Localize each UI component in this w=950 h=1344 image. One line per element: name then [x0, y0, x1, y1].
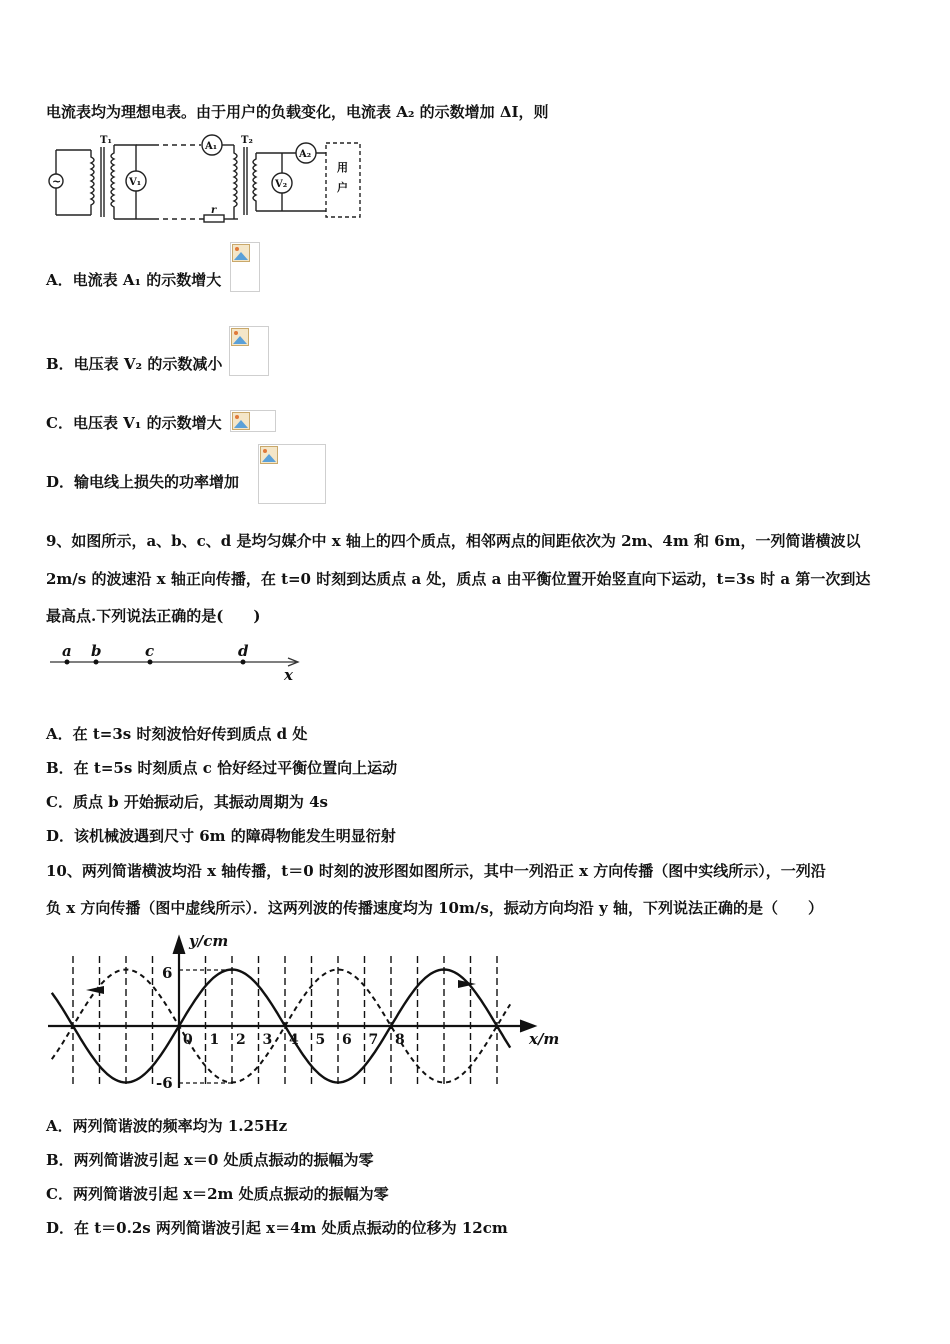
user-label-2: 户 [337, 181, 348, 194]
v2-label: V₂ [275, 179, 288, 190]
broken-image-placeholder [230, 242, 260, 292]
q9-option-c: C．质点 b 开始振动后，其振动周期为 4s [46, 793, 328, 811]
q10-option-a: A．两列简谐波的频率均为 1.25Hz [46, 1117, 288, 1135]
q9-stem-line-2: 2m/s 的波速沿 x 轴正向传播，在 t=0 时刻到达质点 a 处，质点 a 由平衡位置开始竖直向下运动，t=3s 时 a 第一次到达 [46, 570, 871, 588]
q9-stem-line-3: 最高点.下列说法正确的是( ) [46, 607, 261, 625]
broken-image-icon [232, 412, 250, 430]
q10-option-b: B．两列简谐波引起 x＝0 处质点振动的振幅为零 [46, 1151, 374, 1169]
x-tick-label: 5 [315, 1032, 326, 1048]
particle-a [65, 660, 70, 665]
q9-option-b: B．在 t=5s 时刻质点 c 恰好经过平衡位置向上运动 [46, 759, 398, 777]
q8-option-a: A．电流表 A₁ 的示数增大 [46, 271, 222, 289]
label-c: c [145, 642, 155, 660]
x-tick-label: 8 [395, 1032, 405, 1048]
q10-stem-line-2: 负 x 方向传播（图中虚线所示）．这两列波的传播速度均为 10m/s，振动方向均沿 y 轴，下列说法正确的是（ ） [46, 899, 823, 917]
a2-label: A₂ [299, 149, 312, 160]
transformer-circuit-diagram [46, 135, 366, 225]
x-tick-label: 1 [209, 1032, 220, 1048]
q8-intro: 电流表均为理想电表。由于用户的负载变化，电流表 A₂ 的示数增加 ΔI，则 [46, 103, 549, 121]
user-load-box [326, 143, 360, 217]
broken-image-icon [260, 446, 278, 464]
y-tick-6: 6 [162, 964, 173, 982]
q8-option-d: D．输电线上损失的功率增加 [46, 473, 240, 491]
x-tick-label: 3 [262, 1032, 273, 1048]
q10-option-d: D．在 t＝0.2s 两列简谐波引起 x＝4m 处质点振动的位移为 12cm [46, 1219, 508, 1237]
label-b: b [91, 642, 102, 660]
particle-d [241, 660, 246, 665]
broken-image-placeholder [258, 444, 326, 504]
q9-particle-axis-figure [46, 640, 306, 685]
q8-option-c: C．电压表 V₁ 的示数增大 [46, 414, 222, 432]
q10-option-c: C．两列简谐波引起 x＝2m 处质点振动的振幅为零 [46, 1185, 389, 1203]
particle-c [148, 660, 153, 665]
q8-option-b: B．电压表 V₂ 的示数减小 [46, 355, 223, 373]
t2-label: T₂ [241, 135, 253, 146]
label-a: a [62, 642, 72, 660]
q10-stem-line-1: 10、两列简谐横波均沿 x 轴传播，t＝0 时刻的波形图如图所示，其中一列沿正 x 方向传播（图中实线所示），一列沿 [46, 862, 826, 880]
resistor-r [204, 215, 224, 222]
x-axis-label: x/m [529, 1030, 560, 1048]
t1-label: T₁ [100, 135, 112, 146]
particle-b [94, 660, 99, 665]
user-label-1: 用 [337, 161, 348, 174]
a1-label: A₁ [205, 141, 218, 152]
v1-label: V₁ [129, 177, 142, 188]
label-d: d [238, 642, 249, 660]
arrow-left-icon [86, 986, 104, 994]
q10-wave-graph [46, 928, 566, 1093]
q9-option-a: A．在 t=3s 时刻波恰好传到质点 d 处 [46, 725, 308, 743]
q9-option-d: D．该机械波遇到尺寸 6m 的障碍物能发生明显衍射 [46, 827, 396, 845]
broken-image-icon [231, 328, 249, 346]
y-axis-label: y/cm [189, 932, 229, 950]
broken-image-placeholder [229, 326, 269, 376]
ac-source-label: ~ [52, 175, 62, 188]
x-tick-label: 7 [368, 1032, 379, 1048]
broken-image-placeholder [230, 410, 276, 432]
broken-image-icon [232, 244, 250, 262]
q9-stem-line-1: 9、如图所示，a、b、c、d 是均匀媒介中 x 轴上的四个质点，相邻两点的间距依次为 2m、4m 和 6m，一列简谐横波以 [46, 532, 861, 550]
x-tick-label: 6 [342, 1032, 352, 1048]
x-tick-label: 0 [183, 1032, 193, 1048]
x-tick-label: 2 [236, 1032, 246, 1048]
axis-label-x: x [284, 666, 293, 684]
y-tick-minus-6: -6 [156, 1074, 173, 1092]
x-tick-label: 4 [289, 1032, 299, 1048]
r-label: r [211, 205, 217, 216]
